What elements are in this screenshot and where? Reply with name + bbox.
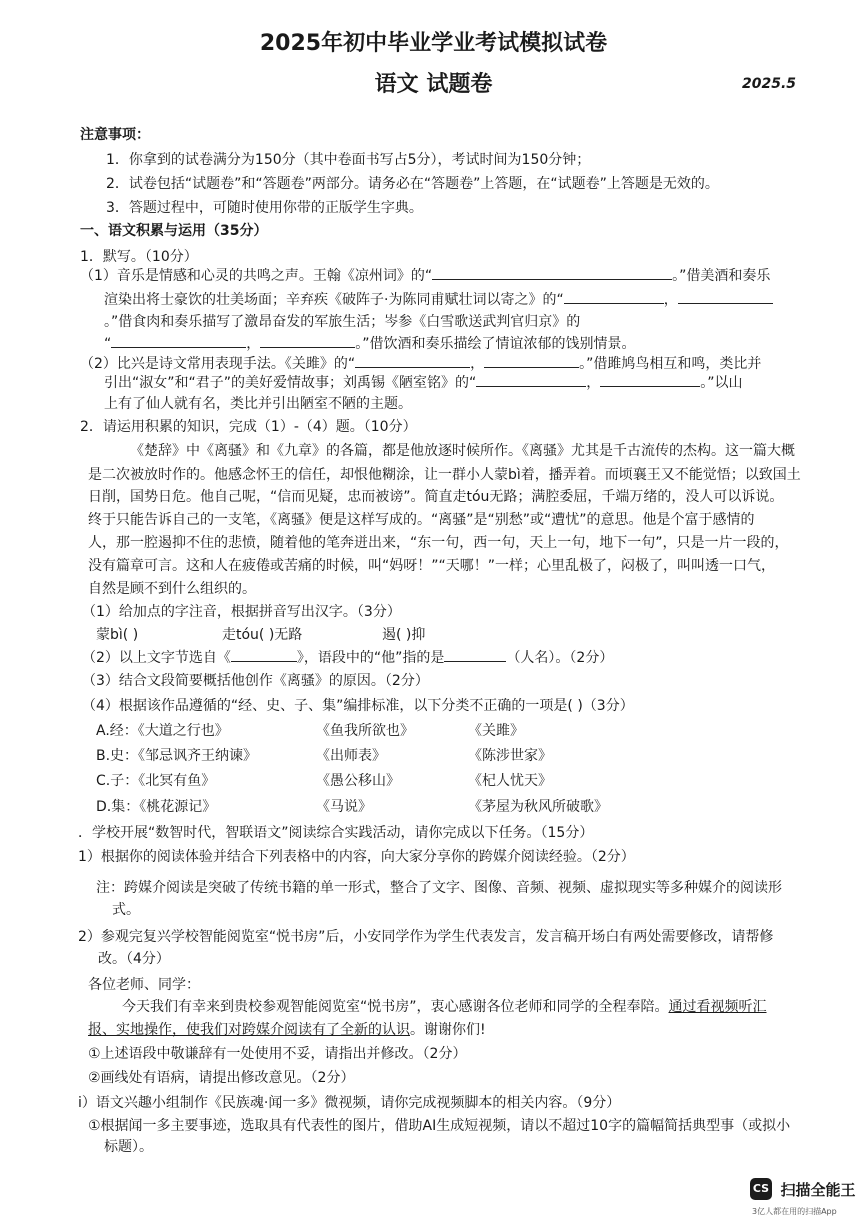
option-d-work: 《马说》	[316, 799, 372, 815]
q1-part1-line1: （1）音乐是情感和心灵的共鸣之声。王翰《凉州词》的“ 。”借美酒和奏乐	[80, 265, 770, 285]
answer-blank[interactable]	[600, 372, 700, 387]
q1-part1-line3: 。”借食肉和奏乐描写了激昂奋发的军旅生活；岑参《白雪歌送武判官归京》的	[104, 314, 581, 330]
note-item: 1．你拿到的试卷满分为150分（其中卷面书写占5分），考试时间为150分钟；	[106, 152, 591, 168]
note-item: 2．试卷包括“试题卷”和“答题卷”两部分。请务必在“答题卷”上答题，在“试题卷”上答题是无效的。	[106, 176, 719, 192]
q1-part2-line3: 上有了仙人就有名，类比并引出陋室不陋的主题。	[104, 396, 412, 412]
notes-heading: 注意事项：	[80, 127, 150, 143]
scanner-watermark	[750, 1178, 855, 1200]
q3-task2-line1: 2）参观完复兴学校智能阅览室“悦书房”后，小安同学作为学生代表发言，发言稿开场白有两处需要修改，请帮修	[78, 929, 774, 945]
q3-note-line2: 式。	[112, 902, 140, 918]
speech-line2: 报、实地操作，使我们对跨媒介阅读有了全新的认识。谢谢你们!	[88, 1022, 486, 1038]
exam-subtitle: 语文 试题卷	[374, 72, 493, 97]
option-c[interactable]: C.子：《北冥有鱼》	[96, 773, 216, 789]
note-item: 3．答题过程中，可随时使用你带的正版学生字典。	[106, 200, 423, 216]
option-b-work: 《陈涉世家》	[468, 748, 552, 764]
answer-blank[interactable]	[678, 289, 773, 304]
option-d[interactable]: D.集：《桃花源记》	[96, 799, 217, 815]
pinyin-item[interactable]: 走tóu( )无路	[222, 627, 303, 643]
q1-part2-line1: （2）比兴是诗文常用表现手法。《关雎》的“ ， 。”借雎鸠鸟相互和鸣，类比并	[80, 353, 761, 373]
option-c-work: 《愚公移山》	[316, 773, 400, 789]
answer-blank[interactable]	[231, 647, 297, 662]
option-a-work: 《关雎》	[468, 723, 524, 739]
passage-line: 终于只能告诉自己的一支笔，《离骚》便是这样写成的。“离骚”是“别愁”或“遭忧”的意思。他是个富于感情的	[88, 512, 755, 528]
pinyin-item[interactable]: 遏( )抑	[382, 627, 426, 643]
answer-blank[interactable]	[564, 289, 664, 304]
answer-blank[interactable]	[260, 333, 355, 348]
answer-blank[interactable]	[355, 353, 470, 368]
q3-task3-line1: ①根据闻一多主要事迹，选取具有代表性的图片，借助AI生成短视频，请以不超过10字的篇幅简括典型事（或拟小	[88, 1118, 791, 1134]
q2-sub3: （3）结合文段简要概括他创作《离骚》的原因。（2分）	[82, 673, 429, 689]
option-d-work: 《茅屋为秋风所破歌》	[468, 799, 608, 815]
option-b[interactable]: B.史：《邹忌讽齐王纳谏》	[96, 748, 258, 764]
watermark-tagline: 3亿人都在用的扫描App	[752, 1207, 837, 1216]
exam-title: 2025年初中毕业学业考试模拟试卷	[259, 31, 608, 56]
q3-note-line1: 注：跨媒介阅读是突破了传统书籍的单一形式，整合了文字、图像、音频、视频、虚拟现实等多种媒介的阅读形	[96, 880, 782, 896]
passage-line: 日削，国势日危。他自己呢，“信而见疑，忠而被谤”。简直走tóu无路；满腔委屈，千端万绪的，没人可以诉说。	[88, 489, 784, 505]
option-b-work: 《出师表》	[316, 748, 386, 764]
q1-part2-line2: 引出“淑女”和“君子”的美好爱情故事；刘禹锡《陋室铭》的“ ， 。”以山	[104, 372, 743, 392]
q3-task2-line2: 改。（4分）	[98, 951, 170, 967]
underlined-sentence: 报、实地操作，使我们对跨媒介阅读有了全新的认识	[88, 1022, 410, 1038]
answer-blank[interactable]	[111, 333, 246, 348]
q3-task3-line2: 标题）。	[104, 1139, 153, 1155]
option-a-work: 《鱼我所欲也》	[316, 723, 414, 739]
passage-line: 人，那一腔遏抑不住的悲愤，随着他的笔奔迸出来，“东一句，西一句，天上一句，地下一句”，只是一片一段的，	[88, 535, 789, 551]
q3-task3: i）语文兴趣小组制作《民族魂·闻一多》微视频，请你完成视频脚本的相关内容。（9分）	[78, 1095, 621, 1111]
q3-task2-sub1: ①上述语段中敬谦辞有一处使用不妥，请指出并修改。（2分）	[88, 1046, 467, 1062]
pinyin-item[interactable]: 蒙bì( )	[96, 627, 139, 643]
answer-blank[interactable]	[476, 372, 586, 387]
speech-line1: 今天我们有幸来到贵校参观智能阅览室“悦书房”，衷心感谢各位老师和同学的全程奉陪。通过看视频听汇	[122, 999, 767, 1015]
q2-sub4: （4）根据该作品遵循的“经、史、子、集”编排标准，以下分类不正确的一项是( )（3分）	[82, 698, 634, 714]
passage-line: 是二次被放时作的。他感念怀王的信任，却恨他糊涂，让一群小人蒙bì着，播弄着。而顷襄王又不能觉悟；以致国土	[88, 467, 801, 483]
option-c-work: 《杞人忧天》	[468, 773, 552, 789]
answer-blank[interactable]	[444, 647, 506, 662]
q1-part1-line2: 渲染出将士豪饮的壮美场面；辛弃疾《破阵子·为陈同甫赋壮词以寄之》的“ ，	[104, 289, 773, 309]
camscanner-logo-icon: CS	[750, 1178, 772, 1200]
passage-line: 没有篇章可言。这和人在疲倦或苦痛的时候，叫“妈呀！”“天哪！”一样；心里乱极了，闷极了，叫叫透一口气，	[88, 558, 776, 574]
section-heading: 一、语文积累与运用（35分）	[80, 223, 268, 239]
question-2-title: 2．请运用积累的知识，完成（1）-（4）题。（10分）	[80, 419, 417, 435]
q3-task1: 1）根据你的阅读体验并结合下列表格中的内容，向大家分享你的跨媒介阅读经验。（2分）	[78, 849, 635, 865]
q2-sub2: （2）以上文字节选自《 》，语段中的“他”指的是 （人名）。（2分）	[82, 647, 613, 667]
q2-sub1: （1）给加点的字注音，根据拼音写出汉字。（3分）	[82, 604, 401, 620]
speech-greeting: 各位老师、同学：	[88, 977, 200, 993]
watermark-brand: 扫描全能王	[780, 1180, 856, 1199]
question-3-title: ．学校开展“数智时代，智联语文”阅读综合实践活动，请你完成以下任务。（15分）	[78, 825, 594, 841]
option-a[interactable]: A.经：《大道之行也》	[96, 723, 229, 739]
exam-date: 2025.5	[742, 76, 797, 92]
question-1-title: 1．默写。（10分）	[80, 249, 198, 265]
q1-part1-line4: “ ， 。”借饮酒和奏乐描绘了情谊浓郁的饯别情景。	[104, 333, 636, 353]
underlined-sentence: 通过看视频听汇	[668, 999, 767, 1015]
q3-task2-sub2: ②画线处有语病，请提出修改意见。（2分）	[88, 1070, 355, 1086]
passage-line: 《楚辞》中《离骚》和《九章》的各篇，都是他放逐时候所作。《离骚》尤其是千古流传的杰构。这一篇大概	[130, 443, 795, 459]
passage-line: 自然是顾不到什么组织的。	[88, 581, 256, 597]
answer-blank[interactable]	[484, 353, 579, 368]
answer-blank[interactable]	[432, 265, 672, 280]
